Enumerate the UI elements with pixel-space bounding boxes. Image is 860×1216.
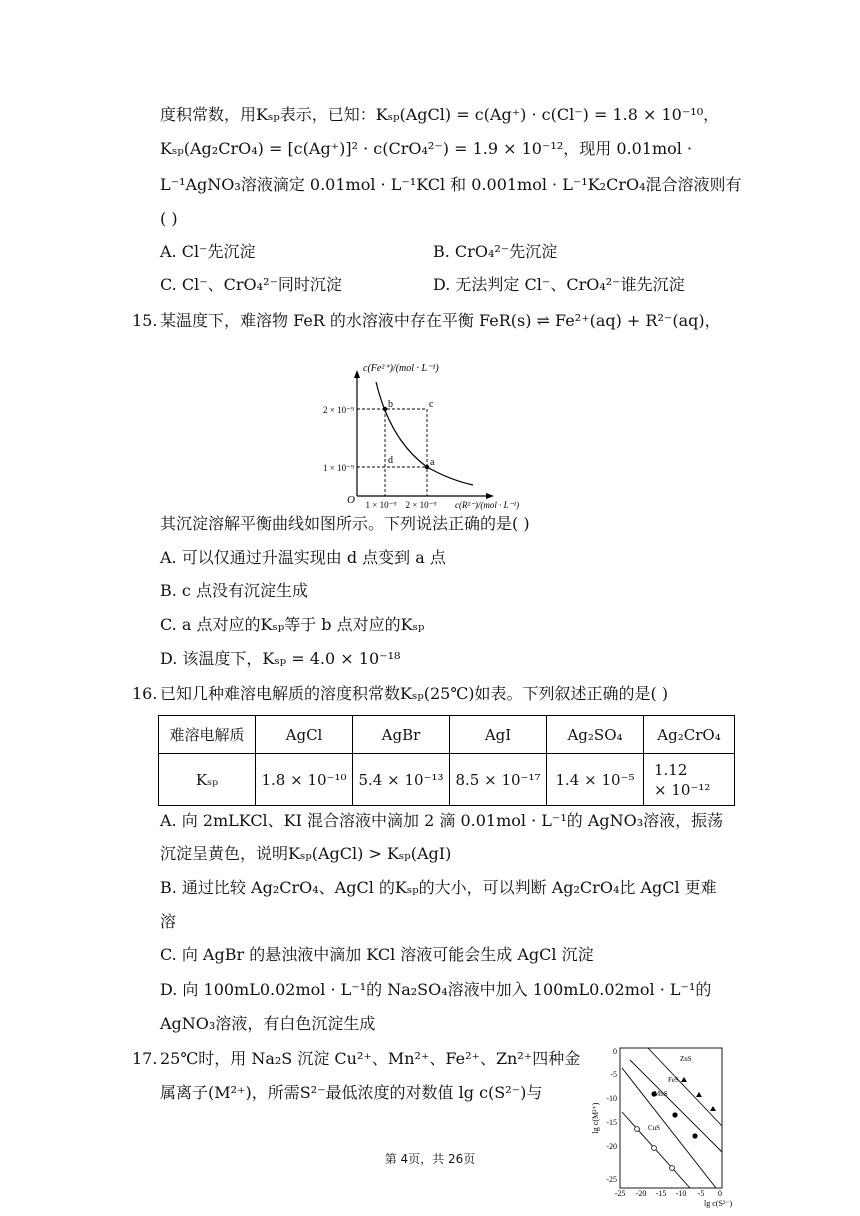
label-c: c: [429, 399, 434, 410]
page-footer: 第 4页，共 26页: [384, 1152, 476, 1166]
q16-option-a-line1: A. 向 2mLKCl、KI 混合溶液中滴加 2 滴 0.01mol · L⁻¹的 AgNO₃溶液，振荡: [160, 811, 724, 830]
table-cell: 1.8 × 10⁻¹⁰: [256, 754, 353, 806]
q15-number: 15.: [132, 311, 158, 330]
xtick-20: -20: [635, 1189, 647, 1198]
table-cell: [644, 754, 735, 806]
table-cell: 1.4 × 10⁻⁵: [547, 754, 644, 806]
q15-option-d: D. 该温度下，Kₛₚ = 4.0 × 10⁻¹⁸: [160, 649, 401, 668]
q14-option-b: B. CrO₄²⁻先沉淀: [433, 242, 558, 261]
label-d: d: [388, 455, 393, 466]
zns-marker: [696, 1092, 702, 1097]
table-header-cell: AgI: [450, 716, 547, 754]
q14-answer-bracket: ( ): [160, 209, 178, 228]
q16-number: 16.: [132, 684, 158, 703]
table-row: [159, 754, 735, 806]
q15-stem-2: 其沉淀溶解平衡曲线如图所示。下列说法正确的是( ): [160, 514, 530, 533]
xtick-25: -25: [614, 1189, 626, 1198]
label-a: a: [430, 457, 435, 468]
table-header-cell: 难溶电解质: [159, 716, 256, 754]
point-b-marker: [383, 407, 387, 411]
table-header-cell: Ag₂SO₄: [547, 716, 644, 754]
x-ticks: [615, 1189, 722, 1198]
zns-marker: [681, 1077, 687, 1082]
xtick-1e-9: 1 × 10⁻⁹: [365, 500, 397, 510]
table-header-cell: AgCl: [256, 716, 353, 754]
fes-line: [630, 1060, 722, 1152]
q17-number: 17.: [132, 1049, 158, 1068]
x-axis-arrow: [486, 493, 494, 499]
label-mns: MnS: [654, 1090, 668, 1098]
table-header-cell: AgBr: [353, 716, 450, 754]
y-axis-arrow: [354, 370, 360, 378]
graph-ylabel: c(Fe²⁺)/(mol · L⁻¹): [363, 363, 439, 374]
q16-option-b-line1: B. 通过比较 Ag₂CrO₄、AgCl 的Kₛₚ的大小，可以判断 Ag₂CrO₄比 AgCl 更难: [160, 878, 717, 897]
xtick-10: -10: [675, 1189, 687, 1198]
ytick-1e-9: 1 × 10⁻⁹: [323, 463, 354, 473]
chart-xlabel: lg c(S²⁻): [704, 1199, 733, 1208]
ytick-0: 0: [613, 1047, 617, 1056]
q17-stem-line2: 属离子(M²⁺)，所需S²⁻最低浓度的对数值 lg c(S²⁻)与: [160, 1083, 543, 1102]
fes-marker: [692, 1133, 697, 1138]
xtick-5: -5: [697, 1189, 705, 1198]
q15-stem: 某温度下，难溶物 FeR 的水溶液中存在平衡 FeR(s) ⇌ Fe²⁺(aq) + R²⁻(aq)，: [160, 311, 721, 330]
q14-line3: L⁻¹AgNO₃溶液滴定 0.01mol · L⁻¹KCl 和 0.001mol · L⁻¹K₂CrO₄混合溶液则有: [160, 175, 742, 194]
q15-option-c: C. a 点对应的Kₛₚ等于 b 点对应的Kₛₚ: [160, 615, 425, 634]
graph-xlabel: c(R²⁻)/(mol · L⁻¹): [455, 500, 520, 510]
xtick-0: 0: [718, 1189, 722, 1198]
ytick-5: -5: [610, 1070, 617, 1079]
ytick-25: -25: [606, 1175, 617, 1184]
ytick-20: -20: [606, 1142, 617, 1151]
table-cell-line-2: × 10⁻¹²: [654, 780, 711, 799]
table-cell: 8.5 × 10⁻¹⁷: [450, 754, 547, 806]
q16-option-a-line2: 沉淀呈黄色，说明Kₛₚ(AgCl) > Kₛₚ(AgI): [160, 844, 452, 863]
ytick-10: -10: [606, 1094, 617, 1103]
ytick-2e-9: 2 × 10⁻⁹: [323, 405, 354, 415]
label-b: b: [388, 399, 393, 410]
q16-option-d-line2: AgNO₃溶液，有白色沉淀生成: [160, 1014, 376, 1033]
cus-marker: [635, 1127, 640, 1132]
ksp-table: [158, 715, 735, 806]
chart-ylabel: lg c(M²⁺): [591, 1102, 600, 1134]
fes-marker: [672, 1112, 677, 1117]
table-header-row: [159, 716, 735, 754]
q14-option-c: C. Cl⁻、CrO₄²⁻同时沉淀: [160, 275, 342, 294]
q16-stem: 已知几种难溶电解质的溶度积常数Kₛₚ(25℃)如表。下列叙述正确的是( ): [160, 684, 669, 703]
q17-precipitation-chart: [586, 1040, 733, 1210]
q15-option-b: B. c 点没有沉淀生成: [160, 581, 308, 600]
table-header-cell: Ag₂CrO₄: [644, 716, 735, 754]
zns-marker: [710, 1106, 716, 1111]
xtick-2e-9: 2 × 10⁻⁹: [405, 500, 437, 510]
ytick-15: -15: [606, 1118, 617, 1127]
graph-origin: O: [347, 494, 355, 506]
equilibrium-curve: [376, 382, 473, 485]
xtick-15: -15: [655, 1189, 667, 1198]
q16-option-c: C. 向 AgBr 的悬浊液中滴加 KCl 溶液可能会生成 AgCl 沉淀: [160, 945, 594, 964]
point-a-marker: [425, 465, 429, 469]
q16-option-b-line2: 溶: [160, 912, 177, 931]
table-cell: 5.4 × 10⁻¹³: [353, 754, 450, 806]
q17-stem-line1: 25℃时，用 Na₂S 沉淀 Cu²⁺、Mn²⁺、Fe²⁺、Zn²⁺四种金: [160, 1049, 581, 1068]
label-zns: ZnS: [680, 1055, 692, 1063]
q14-line2: Kₛₚ(Ag₂CrO₄) = [c(Ag⁺)]² · c(CrO₄²⁻) = 1.9 × 10⁻¹²，现用 0.01mol ·: [160, 139, 693, 158]
table-row-label: Kₛₚ: [159, 754, 256, 806]
label-fes: FeS: [668, 1076, 679, 1084]
q16-option-d-line1: D. 向 100mL0.02mol · L⁻¹的 Na₂SO₄溶液中加入 100mL0.02mol · L⁻¹的: [160, 980, 712, 999]
q14-line1: 度积常数，用Kₛₚ表示，已知：Kₛₚ(AgCl) = c(Ag⁺) · c(Cl⁻) = 1.8 × 10⁻¹⁰，: [160, 105, 720, 124]
q15-solubility-graph: [323, 363, 550, 516]
label-cus: CuS: [648, 1124, 661, 1132]
q14-option-d: D. 无法判定 Cl⁻、CrO₄²⁻谁先沉淀: [433, 275, 685, 294]
q15-option-a: A. 可以仅通过升温实现由 d 点变到 a 点: [160, 548, 446, 567]
table-cell-line-1: 1.12: [654, 760, 688, 779]
q14-option-a: A. Cl⁻先沉淀: [160, 242, 256, 261]
